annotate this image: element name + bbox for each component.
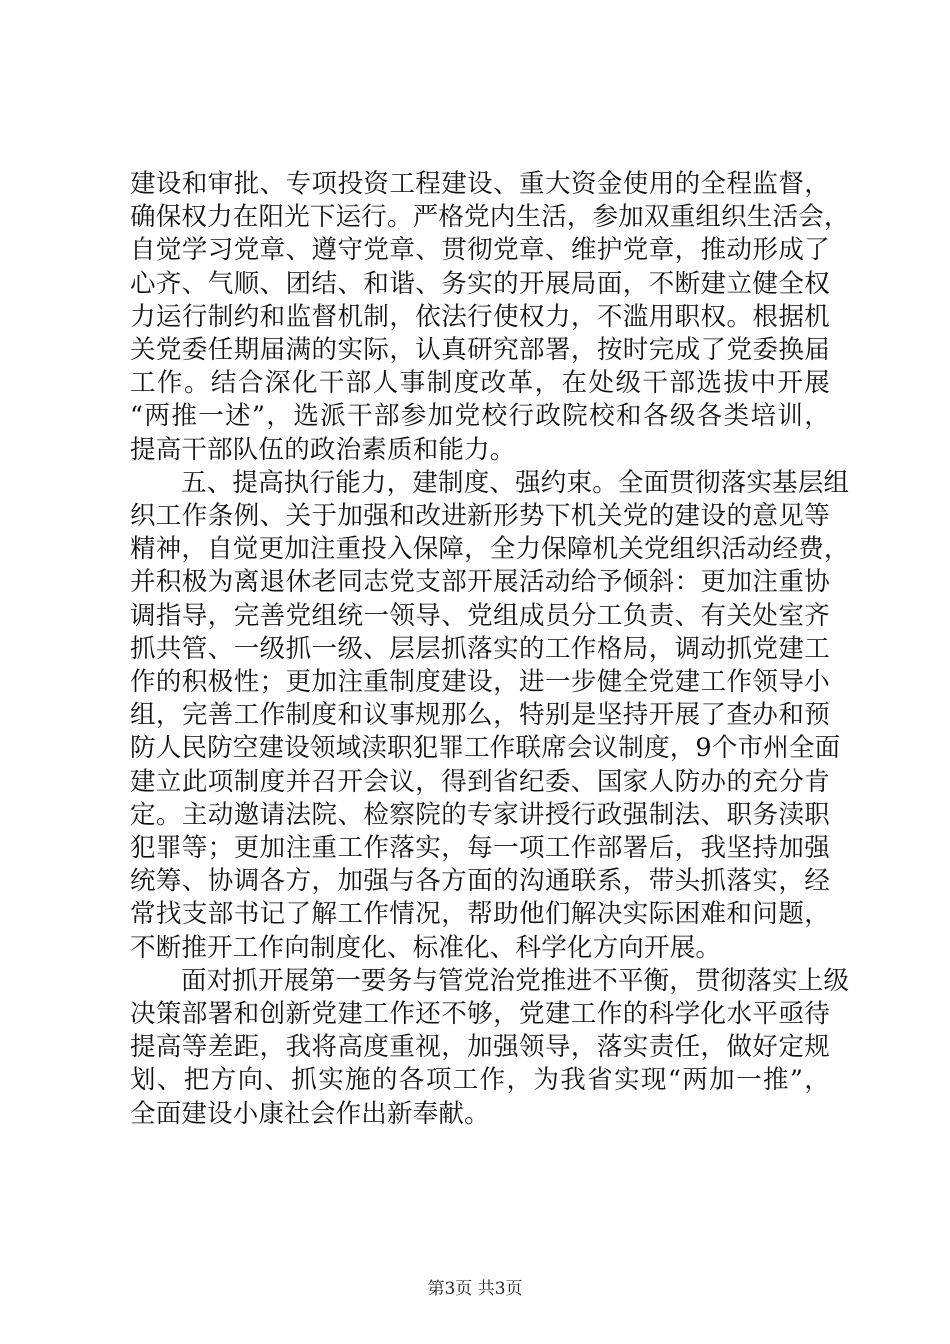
text-line: 提高等差距，我将高度重视，加强领导，落实责任，做好定规 (130, 1032, 830, 1063)
text-line: 抓共管、一级抓一级、层层抓落实的工作格局，调动抓党建工 (130, 633, 830, 664)
text-line: 划、把方向、抓实施的各项工作，为我省实现“两加一推”， (130, 1065, 830, 1096)
text-line: 全面建设小康社会作出新奉献。 (130, 1098, 490, 1129)
text-line: 心齐、气顺、团结、和谐、务实的开展局面，不断建立健全权 (130, 268, 830, 299)
text-line: 提高干部队伍的政治素质和能力。 (130, 434, 516, 465)
text-line: 建立此项制度并召开会议，得到省纪委、国家人防办的充分肯 (130, 766, 830, 797)
text-line: 决策部署和创新党建工作还不够，党建工作的科学化水平亟待 (130, 999, 830, 1030)
text-line: 统筹、协调各方，加强与各方面的沟通联系，带头抓落实，经 (130, 866, 830, 897)
text-line: 并积极为离退休老同志党支部开展活动给予倾斜：更加注重协 (130, 567, 830, 598)
text-line: 调指导，完善党组统一领导、党组成员分工负责、有关处室齐 (130, 600, 830, 631)
text-line: 五、提高执行能力，建制度、强约束。全面贯彻落实基层组 (181, 467, 850, 498)
text-line: 面对抓开展第一要务与管党治党推进不平衡，贯彻落实上级 (181, 965, 850, 996)
text-line: 自觉学习党章、遵守党章、贯彻党章、维护党章，推动形成了 (130, 235, 830, 266)
text-line: 关党委任期届满的实际，认真研究部署，按时完成了党委换届 (130, 335, 830, 366)
text-line: 常找支部书记了解工作情况，帮助他们解决实际困难和问题， (130, 899, 830, 930)
text-line: 作的积极性；更加注重制度建设，进一步健全党建工作领导小 (130, 667, 830, 698)
text-line: 犯罪等；更加注重工作落实，每一项工作部署后，我坚持加强 (130, 833, 830, 864)
text-line: 力运行制约和监督机制，依法行使权力，不滥用职权。根据机 (130, 301, 830, 332)
text-line: 不断推开工作向制度化、标准化、科学化方向开展。 (130, 932, 722, 963)
text-line: 定。主动邀请法院、检察院的专家讲授行政强制法、职务渎职 (130, 799, 830, 830)
text-line: “两推一述”，选派干部参加党校行政院校和各级各类培训， (130, 401, 830, 432)
text-line: 织工作条例、关于加强和改进新形势下机关党的建设的意见等 (130, 501, 830, 532)
paragraph-2 (130, 467, 850, 965)
document-body (130, 168, 850, 1131)
text-line: 组，完善工作制度和议事规那么，特别是坚持开展了查办和预 (130, 700, 830, 731)
text-line: 确保权力在阳光下运行。严格党内生活，参加双重组织生活会， (130, 202, 850, 233)
text-line: 防人民防空建设领域渎职犯罪工作联席会议制度，9个市州全面 (130, 733, 841, 764)
page-number-footer: 第3页 共3页 (427, 1279, 523, 1299)
text-line: 工作。结合深化干部人事制度改革，在处级干部选拔中开展 (130, 368, 830, 399)
paragraph-3 (130, 965, 850, 1131)
text-line: 建设和审批、专项投资工程建设、重大资金使用的全程监督， (130, 169, 830, 199)
text-line: 精神，自觉更加注重投入保障，全力保障机关党组织活动经费， (130, 534, 850, 565)
paragraph-1 (130, 168, 850, 467)
